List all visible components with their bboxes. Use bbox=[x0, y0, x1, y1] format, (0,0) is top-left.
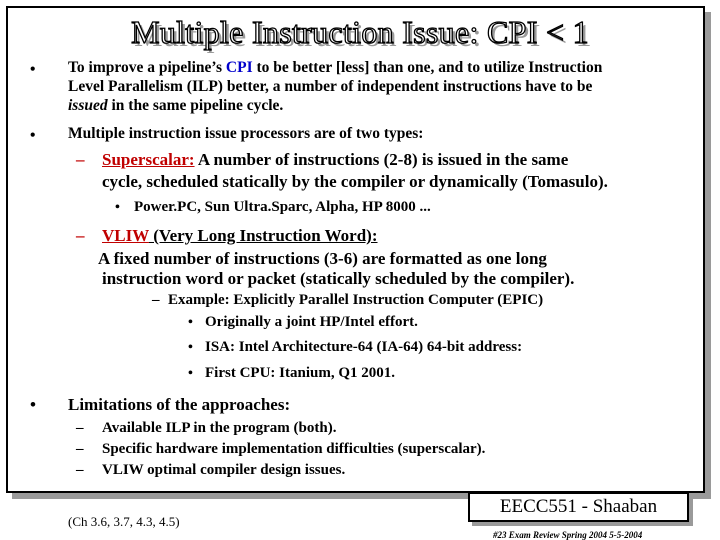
vliw-label: VLIW bbox=[102, 226, 149, 245]
vliw-item-1: Originally a joint HP/Intel effort. bbox=[205, 314, 418, 330]
vliw-line-1: VLIW (Very Long Instruction Word): bbox=[102, 226, 378, 245]
slide-number-footer: #23 Exam Review Spring 2004 5-5-2004 bbox=[493, 530, 643, 540]
limit-2: Specific hardware implementation difficulties (superscalar). bbox=[102, 441, 486, 457]
vliw-dash: – bbox=[76, 226, 85, 245]
limit-1: Available ILP in the program (both). bbox=[102, 420, 337, 436]
limit-2-dash: – bbox=[76, 441, 84, 457]
example-dash: – bbox=[152, 292, 160, 308]
vliw-line-2: A fixed number of instructions (3-6) are formatted as one long bbox=[98, 249, 547, 268]
superscalar-examples: Power.PC, Sun Ultra.Sparc, Alpha, HP 8000 ... bbox=[134, 199, 431, 215]
superscalar-line-1: Superscalar: A number of instructions (2-8) is issued in the same bbox=[102, 150, 569, 169]
issued-term: issued bbox=[68, 97, 108, 114]
superscalar-line-2: cycle, scheduled statically by the compiler or dynamically (Tomasulo). bbox=[102, 172, 608, 191]
vliw-item-2: ISA: Intel Architecture-64 (IA-64) 64-bit address: bbox=[205, 339, 523, 355]
limit-3: VLIW optimal compiler design issues. bbox=[102, 462, 346, 478]
limit-3-dash: – bbox=[76, 462, 84, 478]
bullet-2-text: Multiple instruction issue processors are of two types: bbox=[68, 125, 424, 142]
superscalar-sub-marker: • bbox=[115, 200, 120, 215]
limit-1-dash: – bbox=[76, 420, 84, 436]
vliw-line-3: instruction word or packet (statically scheduled by the compiler). bbox=[102, 269, 575, 288]
vliw-item-1-marker: • bbox=[188, 315, 193, 330]
slide-title: Multiple Instruction Issue: CPI < 1 bbox=[131, 14, 589, 50]
bullet-3-marker: • bbox=[30, 395, 36, 414]
bullet-1-marker: • bbox=[30, 61, 36, 78]
course-badge: EECC551 - Shaaban bbox=[468, 492, 689, 522]
superscalar-dash: – bbox=[76, 150, 85, 169]
superscalar-label: Superscalar: bbox=[102, 150, 195, 169]
chapter-reference: (Ch 3.6, 3.7, 4.3, 4.5) bbox=[68, 514, 180, 529]
bullet-3-text: Limitations of the approaches: bbox=[68, 395, 291, 414]
bullet-1-line-3: issued in the same pipeline cycle. bbox=[68, 97, 284, 114]
vliw-example: Example: Explicitly Parallel Instruction Computer (EPIC) bbox=[168, 292, 544, 308]
vliw-item-2-marker: • bbox=[188, 340, 193, 355]
bullet-2-marker: • bbox=[30, 127, 36, 144]
bullet-1-line-1: To improve a pipeline’s CPI to be better [less] than one, and to utilize Instruction bbox=[68, 59, 603, 76]
vliw-item-3-marker: • bbox=[188, 366, 193, 381]
cpi-term: CPI bbox=[225, 59, 253, 76]
bullet-1-line-2: Level Parallelism (ILP) better, a number of independent instructions have to be bbox=[68, 78, 593, 95]
vliw-item-3: First CPU: Itanium, Q1 2001. bbox=[205, 365, 395, 381]
